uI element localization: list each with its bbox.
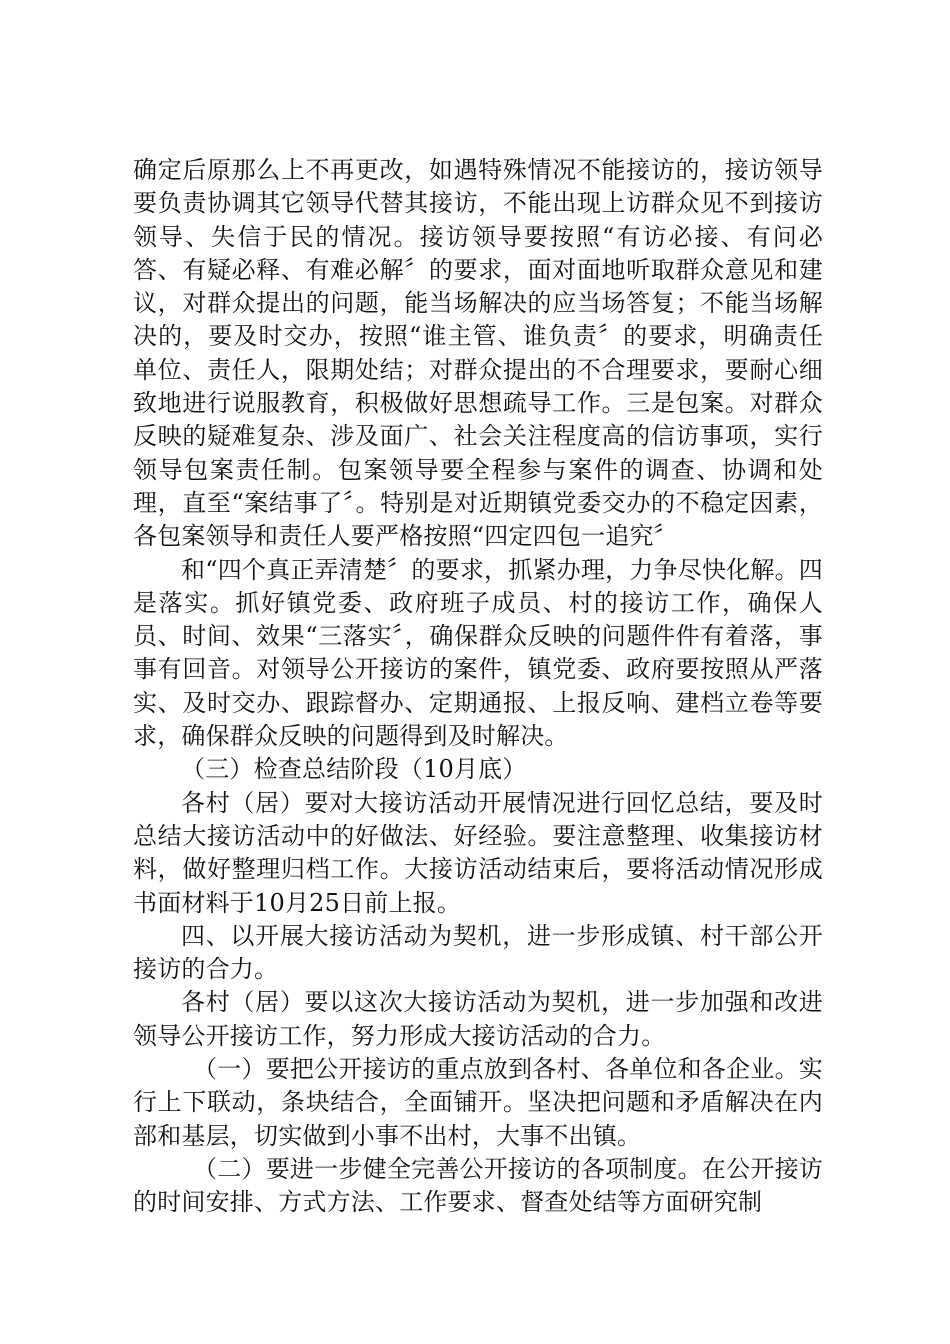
section-heading-inspection-summary: （三）检查总结阶段（10月底） bbox=[181, 755, 527, 784]
document-body bbox=[133, 154, 823, 1220]
section-heading-four: 四、以开展大接访活动为契机，进一步形成镇、村干部公开接访的合力。 bbox=[133, 921, 823, 984]
paragraph-4: 各村（居）要以这次大接访活动为契机，进一步加强和改进领导公开接访工作，努力形成大接访活动的合力。 bbox=[133, 988, 823, 1050]
paragraph-1: 确定后原那么上不再更改，如遇特殊情况不能接访的，接访领导要负责协调其它领导代替其接访，不能出现上访群众见不到接访领导、失信于民的情况。接访领导要按照“有访必接、有问必答、有疑必释、有难必解〞的要求，面对面地听取群众意见和建议，对群众提出的问题，能当场解决的应当场答复；不能当场解决的，要及时交办，按照“谁主管、谁负责〞的要求，明确责任单位、责任人，限期处结；对群众提出的不合理要求，要耐心细致地进行说服教育，积极做好思想疏导工作。三是包案。对群众反映的疑难复杂、涉及面广、社会关注程度高的信访事项，实行领导包案责任制。包案领导要全程参与案件的调查、协调和处理，直至“案结事了〞。特别是对近期镇党委交办的不稳定因素，各包案领导和责任人要严格按照“四定四包一追究〞 bbox=[133, 156, 823, 551]
paragraph-2: 和“四个真正弄清楚〞的要求，抓紧办理，力争尽快化解。四是落实。抓好镇党委、政府班子成员、村的接访工作，确保人员、时间、效果“三落实〞，确保群众反映的问题件件有着落，事事有回音。对领导公开接访的案件，镇党委、政府要按照从严落实、及时交办、跟踪督办、定期通报、上报反响、建档立卷等要求，确保群众反映的问题得到及时解决。 bbox=[133, 555, 823, 751]
paragraph-3: 各村（居）要对大接访活动开展情况进行回忆总结，要及时总结大接访活动中的好做法、好经验。要注意整理、收集接访材料，做好整理归档工作。大接访活动结束后，要将活动情况形成书面材料于10月25日前上报。 bbox=[133, 788, 823, 917]
paragraph-5: （一）要把公开接访的重点放到各村、各单位和各企业。实行上下联动，条块结合，全面铺开。坚决把问题和矛盾解决在内部和基层，切实做到小事不出村，大事不出镇。 bbox=[133, 1055, 823, 1150]
paragraph-6: （二）要进一步健全完善公开接访的各项制度。在公开接访的时间安排、方式方法、工作要求、督查处结等方面研究制 bbox=[133, 1154, 823, 1217]
